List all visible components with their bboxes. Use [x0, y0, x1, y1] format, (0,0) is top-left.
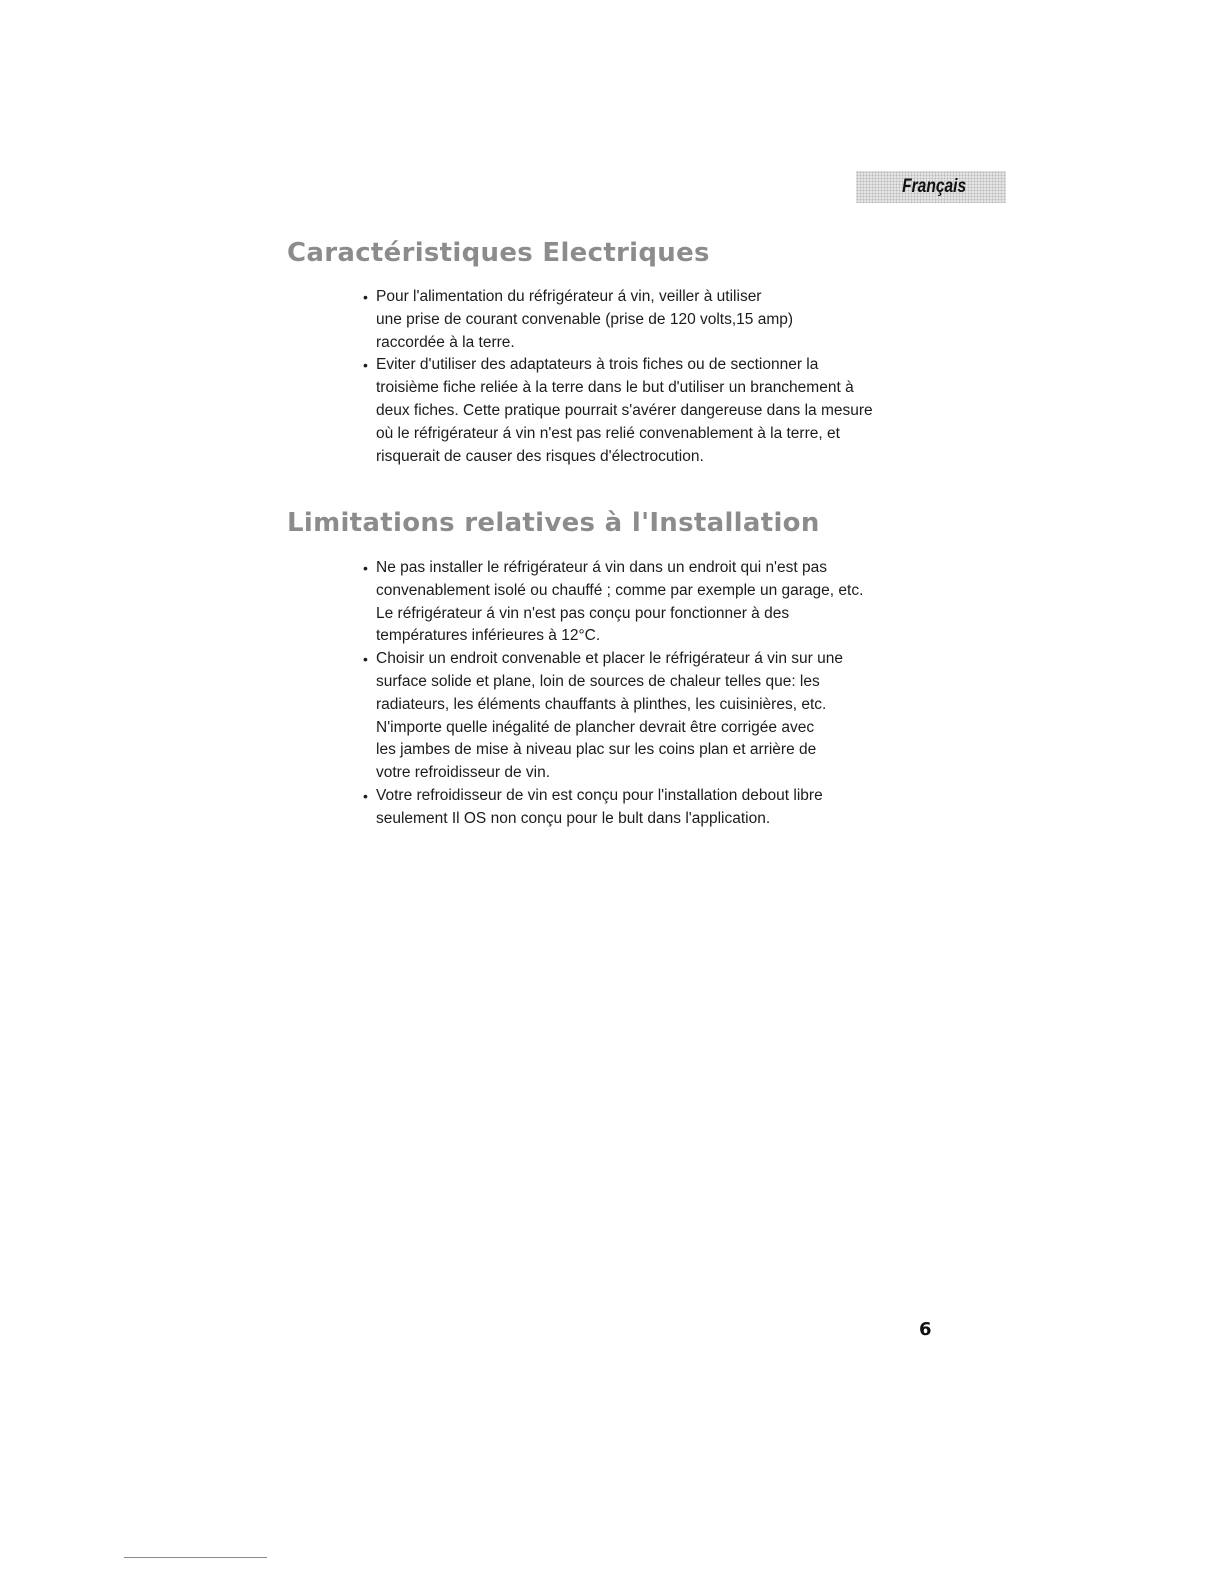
list-item: • Ne pas installer le réfrigérateur á vin dans un endroit qui n'est pas convenablement isolé ou chauffé ; comme par exemple un garage, etc. Le réfrigérateur á vin n'est pas conçu pour fonctionner à des températures inférieures à 12°C. — [376, 557, 946, 648]
list-item: • Votre refroidisseur de vin est conçu pour l'installation debout libre seulement Il OS non conçu pour le bult dans l'application. — [376, 785, 946, 831]
section-title-installation: Limitations relatives à l'Installation — [287, 508, 820, 538]
list-item: • Pour l'alimentation du réfrigérateur á vin, veiller à utiliser une prise de courant convenable (prise de 120 volts,15 amp) raccordée à la terre. — [376, 286, 946, 354]
footer-rule — [124, 1557, 267, 1558]
list-item: • Choisir un endroit convenable et placer le réfrigérateur á vin sur une surface solide et plane, loin de sources de chaleur telles que: les radiateurs, les éléments chauffants à plinthes, les cuisinières, etc. N'importe quelle inégalité de plancher devrait être corrigée avec les jambes de mise à niveau plac sur les coins plan et arrière de votre refroidisseur de vin. — [376, 648, 946, 785]
language-tab — [856, 171, 1006, 203]
bullet-list-electrical — [376, 286, 946, 468]
page-number: 6 — [919, 1319, 932, 1340]
language-tab-label: Français — [901, 176, 966, 197]
section-title-electrical: Caractéristiques Electriques — [287, 238, 710, 268]
list-item: • Eviter d'utiliser des adaptateurs à trois fiches ou de sectionner la troisième fiche reliée à la terre dans le but d'utiliser un branchement à deux fiches. Cette pratique pourrait s'avérer dangereuse dans la mesure où le réfrigérateur á vin n'est pas relié convenablement à la terre, et risquerait de causer des risques d'électrocution. — [376, 354, 946, 468]
bullet-list-installation — [376, 557, 946, 831]
